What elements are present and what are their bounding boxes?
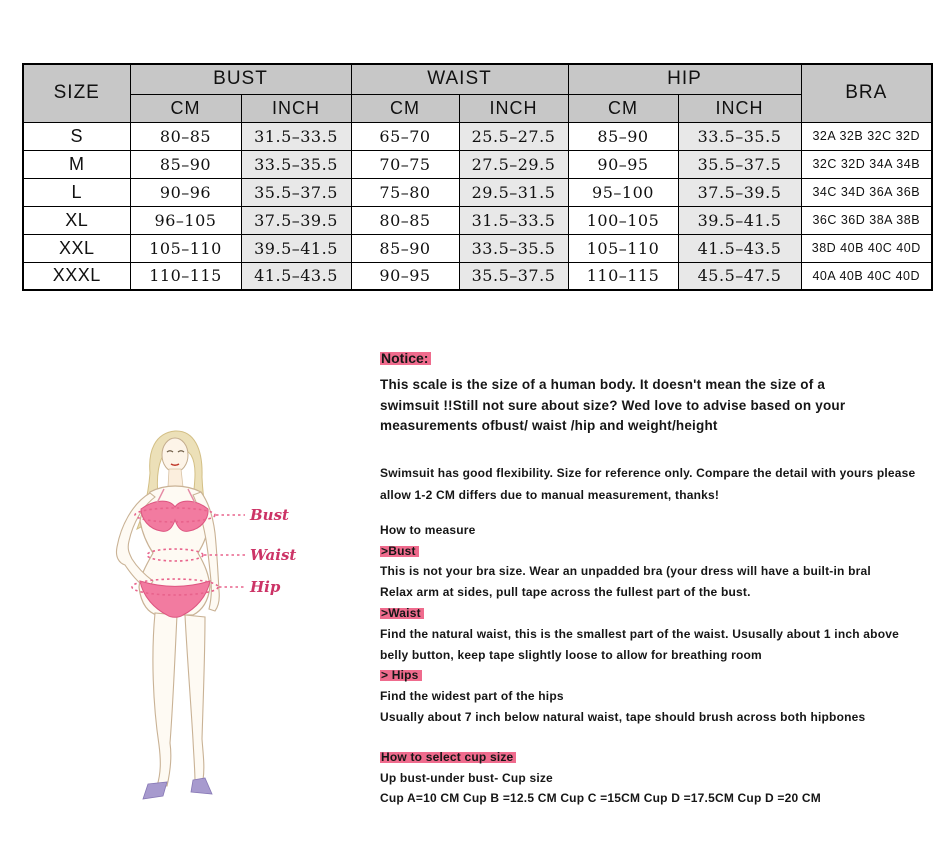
table-header-row-units [23,94,932,122]
bust-instruction-line: This is not your bra size. Wear an unpadded bra (your dress will have a built-in bral [380,564,871,579]
notice-intro-line: swimsuit !!Still not sure about size? Wed love to advise based on your [380,397,846,413]
hip-label: Hip [250,578,281,596]
table-row-l [23,178,932,206]
bust-cm-value: 110–115 [130,262,241,290]
header-hip-inch: INCH [678,94,801,122]
notice-intro [380,375,940,437]
waist-cm-value: 90–95 [351,262,459,290]
bra-value: 40A 40B 40C 40D [801,262,932,290]
waist-label: Waist [250,546,297,564]
body-sketch [45,405,385,835]
bust-inch-value: 37.5–39.5 [241,206,351,234]
bust-inch-value: 31.5–33.5 [241,122,351,150]
notice-title: Notice: [380,350,940,366]
table-row-s [23,122,932,150]
flexibility-line: allow 1-2 CM differs due to manual measurement, thanks! [380,487,720,502]
hip-inch-value: 39.5–41.5 [678,206,801,234]
waist-instruction-line: Find the natural waist, this is the smallest part of the waist. Ususally about 1 inch above [380,626,899,641]
hip-cm-value: 95–100 [568,178,678,206]
cup-size-line: Up bust-under bust- Cup size [380,770,553,785]
size-label: XL [23,206,130,234]
header-size: SIZE [23,64,130,122]
notice-intro-line: measurements ofbust/ waist /hip and weight/height [380,418,718,434]
bust-inch-value: 39.5–41.5 [241,234,351,262]
left-leg [153,613,177,786]
waist-cm-value: 85–90 [351,234,459,262]
size-label: M [23,150,130,178]
bust-inch-value: 33.5–35.5 [241,150,351,178]
hip-cm-value: 110–115 [568,262,678,290]
hips-heading: > Hips [380,665,940,686]
cup-size-line: Cup A=10 CM Cup B =12.5 CM Cup C =15CM Cup D =17.5CM Cup D =20 CM [380,791,821,806]
head [162,438,188,472]
bra-value: 34C 34D 36A 36B [801,178,932,206]
cup-size-heading: How to select cup size [380,747,940,768]
header-bra: BRA [801,64,932,122]
header-waist-cm: CM [351,94,459,122]
table-header-row-groups [23,64,932,94]
hip-cm-value: 100–105 [568,206,678,234]
right-leg [185,615,205,782]
bra-value: 36C 36D 38A 38B [801,206,932,234]
hip-inch-value: 45.5–47.5 [678,262,801,290]
bust-inch-value: 35.5–37.5 [241,178,351,206]
waist-cm-value: 65–70 [351,122,459,150]
how-to-measure-section [380,520,940,728]
header-waist: WAIST [351,64,568,94]
header-bust-cm: CM [130,94,241,122]
right-shoe [191,778,212,794]
table-row-xl [23,206,932,234]
size-label: L [23,178,130,206]
waist-inch-value: 25.5–27.5 [459,122,568,150]
waist-cm-value: 80–85 [351,206,459,234]
cup-size-section [380,747,940,809]
hip-cm-value: 105–110 [568,234,678,262]
flexibility-note [380,462,940,506]
hip-inch-value: 35.5–37.5 [678,150,801,178]
notice-section [380,350,940,809]
how-to-measure-title: How to measure [380,522,476,537]
bust-inch-value: 41.5–43.5 [241,262,351,290]
hip-inch-value: 41.5–43.5 [678,234,801,262]
waist-cm-value: 70–75 [351,150,459,178]
waist-cm-value: 75–80 [351,178,459,206]
left-shoe [143,782,167,799]
header-bust-inch: INCH [241,94,351,122]
header-waist-inch: INCH [459,94,568,122]
measurement-figure-illustration [45,405,385,835]
hips-instruction-line: Find the widest part of the hips [380,689,564,704]
neck [168,469,183,487]
header-hip: HIP [568,64,801,94]
hip-inch-value: 37.5–39.5 [678,178,801,206]
bust-cm-value: 105–110 [130,234,241,262]
hip-cm-value: 90–95 [568,150,678,178]
hip-inch-value: 33.5–35.5 [678,122,801,150]
waist-inch-value: 29.5–31.5 [459,178,568,206]
header-bust: BUST [130,64,351,94]
notice-intro-line: This scale is the size of a human body. It doesn't mean the size of a [380,377,826,392]
waist-inch-value: 33.5–35.5 [459,234,568,262]
table-row-xxl [23,234,932,262]
waist-inch-value: 31.5–33.5 [459,206,568,234]
hips-instruction-line: Usually about 7 inch below natural waist, tape should brush across both hipbones [380,709,866,724]
table-row-m [23,150,932,178]
size-label: S [23,122,130,150]
waist-inch-value: 35.5–37.5 [459,262,568,290]
size-chart-table [22,63,933,291]
hip-cm-value: 85–90 [568,122,678,150]
bust-cm-value: 90–96 [130,178,241,206]
size-label: XXXL [23,262,130,290]
bust-heading: >Bust [380,541,940,562]
bust-cm-value: 85–90 [130,150,241,178]
table-row-xxxl [23,262,932,290]
waist-instruction-line: belly button, keep tape slightly loose to allow for breathing room [380,647,762,662]
header-hip-cm: CM [568,94,678,122]
flexibility-line: Swimsuit has good flexibility. Size for reference only. Compare the detail with yours please [380,465,916,480]
bust-label: Bust [250,506,289,524]
waist-heading: >Waist [380,603,940,624]
bust-cm-value: 80–85 [130,122,241,150]
size-label: XXL [23,234,130,262]
bust-cm-value: 96–105 [130,206,241,234]
waist-inch-value: 27.5–29.5 [459,150,568,178]
bra-value: 32C 32D 34A 34B [801,150,932,178]
bra-value: 32A 32B 32C 32D [801,122,932,150]
bra-value: 38D 40B 40C 40D [801,234,932,262]
bust-instruction-line: Relax arm at sides, pull tape across the fullest part of the bust. [380,585,751,600]
